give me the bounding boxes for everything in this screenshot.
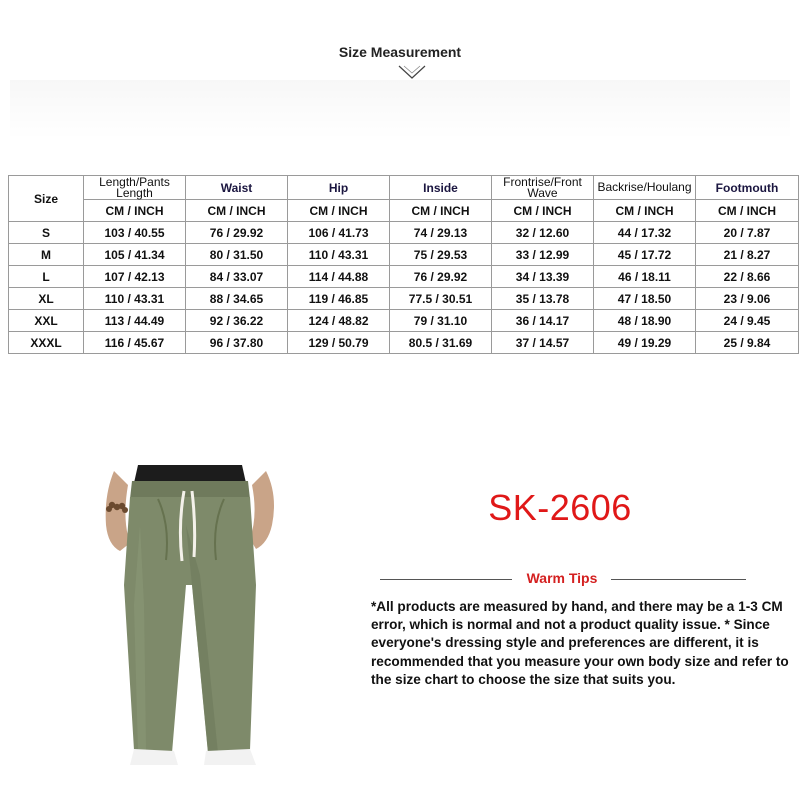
size-cell: L: [9, 266, 84, 288]
table-row: [9, 266, 799, 288]
table-cell: 76 / 29.92: [186, 222, 288, 244]
table-cell: 20 / 7.87: [696, 222, 799, 244]
table-cell: 105 / 41.34: [84, 244, 186, 266]
table-row: [9, 222, 799, 244]
size-cell: XXXL: [9, 332, 84, 354]
table-row: [9, 332, 799, 354]
table-cell: 88 / 34.65: [186, 288, 288, 310]
unit-label: CM / INCH: [390, 200, 492, 222]
unit-label: CM / INCH: [84, 200, 186, 222]
table-cell: 96 / 37.80: [186, 332, 288, 354]
tips-text: *All products are measured by hand, and there may be a 1-3 CM error, which is normal and not a product quality issue. * Since everyone's dressing style and preferences are different, it is recommended that you measure your own body size and refer to the size chart to choose the size that suits you.: [371, 599, 789, 687]
table-cell: 46 / 18.11: [594, 266, 696, 288]
column-header-length: Length/Pants Length: [84, 176, 186, 200]
table-cell: 113 / 44.49: [84, 310, 186, 332]
unit-row: [9, 200, 799, 222]
table-cell: 23 / 9.06: [696, 288, 799, 310]
size-cell: XXL: [9, 310, 84, 332]
model-code: SK-2606: [488, 487, 632, 528]
table-cell: 107 / 42.13: [84, 266, 186, 288]
table-header-row: [9, 176, 799, 200]
table-cell: 25 / 9.84: [696, 332, 799, 354]
size-cell: S: [9, 222, 84, 244]
pants-photo-icon: [100, 465, 280, 770]
column-header-frontrise: Frontrise/Front Wave: [492, 176, 594, 200]
page-title: Size Measurement: [338, 44, 462, 60]
table-cell: 74 / 29.13: [390, 222, 492, 244]
table-cell: 129 / 50.79: [288, 332, 390, 354]
table-cell: 119 / 46.85: [288, 288, 390, 310]
table-cell: 48 / 18.90: [594, 310, 696, 332]
unit-label: CM / INCH: [492, 200, 594, 222]
table-cell: 110 / 43.31: [288, 244, 390, 266]
table-cell: 36 / 14.17: [492, 310, 594, 332]
table-cell: 80.5 / 31.69: [390, 332, 492, 354]
table-cell: 34 / 13.39: [492, 266, 594, 288]
chevron-down-icon: [398, 64, 426, 80]
table-cell: 76 / 29.92: [390, 266, 492, 288]
tips-title: Warm Tips: [526, 570, 598, 586]
table-cell: 116 / 45.67: [84, 332, 186, 354]
unit-label: CM / INCH: [696, 200, 799, 222]
table-cell: 21 / 8.27: [696, 244, 799, 266]
unit-label: CM / INCH: [594, 200, 696, 222]
column-header-waist: Waist: [186, 176, 288, 200]
table-cell: 106 / 41.73: [288, 222, 390, 244]
size-column-header: Size: [9, 176, 84, 222]
size-cell: M: [9, 244, 84, 266]
table-cell: 114 / 44.88: [288, 266, 390, 288]
table-cell: 110 / 43.31: [84, 288, 186, 310]
table-row: [9, 288, 799, 310]
table-cell: 45 / 17.72: [594, 244, 696, 266]
tips-divider-left: [380, 579, 512, 580]
table-cell: 35 / 13.78: [492, 288, 594, 310]
column-header-inside: Inside: [390, 176, 492, 200]
unit-label: CM / INCH: [288, 200, 390, 222]
table-cell: 75 / 29.53: [390, 244, 492, 266]
tips-divider-right: [611, 579, 746, 580]
table-cell: 33 / 12.99: [492, 244, 594, 266]
table-cell: 37 / 14.57: [492, 332, 594, 354]
table-cell: 80 / 31.50: [186, 244, 288, 266]
table-cell: 92 / 36.22: [186, 310, 288, 332]
table-cell: 77.5 / 30.51: [390, 288, 492, 310]
table-cell: 44 / 17.32: [594, 222, 696, 244]
table-cell: 84 / 33.07: [186, 266, 288, 288]
table-row: [9, 310, 799, 332]
table-cell: 79 / 31.10: [390, 310, 492, 332]
table-cell: 103 / 40.55: [84, 222, 186, 244]
table-cell: 32 / 12.60: [492, 222, 594, 244]
column-header-footmouth: Footmouth: [696, 176, 799, 200]
column-header-hip: Hip: [288, 176, 390, 200]
table-cell: 24 / 9.45: [696, 310, 799, 332]
column-header-backrise: Backrise/Houlang: [594, 176, 696, 200]
table-cell: 22 / 8.66: [696, 266, 799, 288]
size-chart-table: [8, 175, 799, 354]
table-row: [9, 244, 799, 266]
table-cell: 47 / 18.50: [594, 288, 696, 310]
unit-label: CM / INCH: [186, 200, 288, 222]
background-haze: [10, 80, 790, 140]
table-cell: 49 / 19.29: [594, 332, 696, 354]
table-cell: 124 / 48.82: [288, 310, 390, 332]
size-cell: XL: [9, 288, 84, 310]
